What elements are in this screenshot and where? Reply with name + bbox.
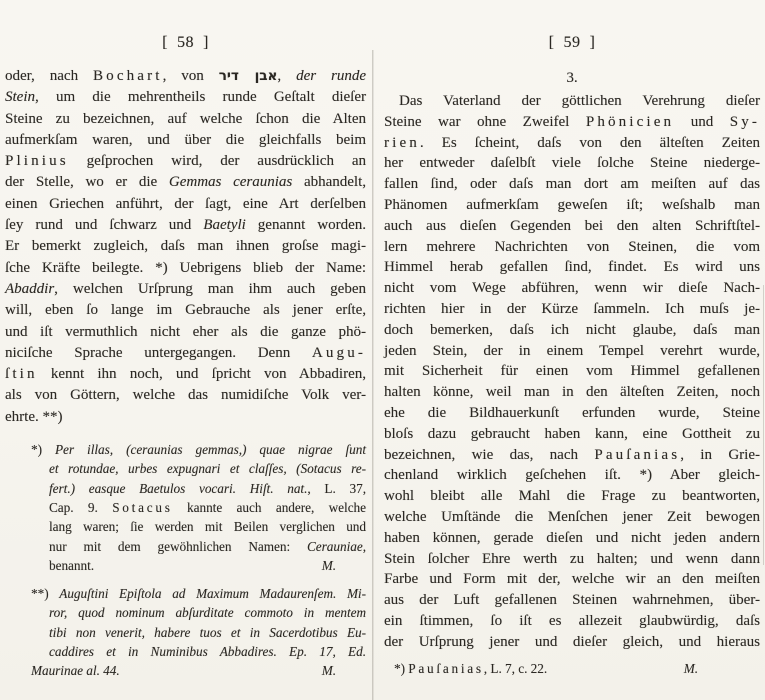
page-59-body-text [384,91,760,653]
text-run: haben können, gerade dieſen und nicht jeden andern [384,529,760,546]
text-line [384,486,760,507]
text-run: Steine war ohne Zweifel [384,113,586,130]
text-line [5,343,366,364]
italic-text: Baetyli [203,217,246,234]
footnote-signature: M. [683,660,698,676]
text-line [5,236,366,257]
text-run: bezeichnen, wie das, nach [384,446,595,463]
text-run: nicht vom Wege abführen, wenn wir dieſe Nach- [384,280,760,297]
text-run: , welchen Urſprung man ihm auch geben [54,280,366,297]
spaced-proper-name: Sotacus [112,499,173,515]
text-line [5,66,366,87]
text-run: und [674,113,730,130]
text-run: der Urſprung jener und dieſer gleich, und hieraus [384,633,760,650]
italic-text: Maurinae al. 44. [31,663,120,679]
italic-text: tibi non venerit, habere tuos et in Sacerdotibus Eu- [49,624,366,640]
text-line [384,507,760,528]
text-run: Himmel herab gefallen ſind, findet. Es wird uns [384,259,760,276]
text-run: genannt worden. [245,217,366,234]
italic-text: Gemmas ceraunias [168,174,293,191]
text-line [5,194,366,215]
text-run: , von [162,68,219,84]
text-run: und iſt vermuthlich nicht eher als die ganze phö- [5,323,366,340]
text-line [384,257,760,278]
text-line [384,216,760,237]
text-line [31,603,366,622]
footnote-signature: M. [321,557,336,573]
text-line [384,424,760,445]
text-line [31,661,366,680]
text-run: , um die mehrentheils runde Geſtalt dieſer [35,89,366,106]
text-line [31,584,366,603]
text-run: , L. 7, c. 22. [483,660,548,676]
italic-text: Cerauniae [307,538,363,554]
italic-text: der runde [296,68,367,84]
text-run: halten könne, weil man in den älteſten Zeiten, noch [384,384,760,401]
text-line [384,569,760,590]
text-run: bloſs dazu gebraucht haben kann, eine Gottheit zu [384,425,760,442]
text-run: kannte auch andere, welche [172,499,366,515]
page-number-59: [ 59 ] [548,34,596,51]
text-run: lern mehrere Nachrichten von Steinen, die vom [384,238,760,255]
italic-text: ror, quod nominum abſurditate commoto in mentem [49,605,366,621]
text-run: Stein ſolcher Ehre werth zu halten; und wenn dann [384,550,760,567]
text-run: aus der Luft gefallenen Steinen wahrnehmen, über- [384,592,760,609]
text-run: chenland wirklich geſchehen iſt. *) Aber gleich- [384,467,760,484]
text-run: , in Grie- [680,446,760,463]
text-line [384,528,760,549]
text-run: **) [31,586,60,602]
text-run: Er bemerkt zugleich, daſs man ihnen groſse magi- [5,238,366,255]
text-line [5,130,366,151]
text-line [5,87,366,108]
text-line [384,632,760,653]
text-line [384,278,760,299]
text-line [384,195,760,216]
text-run: her entweder daſelbſt viele ſolche Steine niederge- [384,155,760,172]
page-58 [0,0,366,681]
text-run: richten hier in der Kürze ſammeln. Ich muſs je- [384,300,760,317]
text-line [384,112,760,133]
text-run: , [277,68,297,84]
text-run: , [362,538,366,554]
text-run: ſche Kräfte beilegte. *) Uebrigens blieb der Name: [5,259,366,276]
italic-text: et rotundae, urbes expugnari et claſſes, (Sotacus re- [49,461,366,477]
text-run: der Stelle, wo er die [5,174,169,191]
text-line [384,590,760,611]
italic-text: Stein [5,89,35,106]
text-run: kennt ihn noch, und ſpricht von Abbadiren, [37,366,366,383]
page-59 [384,0,760,678]
text-run: jeden Stein, der in einem Tempel verehrt wurde, [384,342,760,359]
text-run: Steine zu bezeichnen, auf welche ſchon die Alten [5,110,366,127]
text-line [384,237,760,258]
text-line [384,445,760,466]
page-gutter-line [372,50,374,700]
spaced-proper-name: Augu- [311,344,366,361]
text-line [5,300,366,321]
page-number-58: [ 58 ] [162,34,209,51]
text-line [384,382,760,403]
text-line [384,299,760,320]
text-run: mit Sicherheit für einen vom Himmel gefallenen [384,363,760,380]
text-line [31,479,366,498]
footnote-signature: M. [321,663,336,679]
spaced-proper-name: rien [384,134,420,151]
text-line [31,642,366,661]
text-line [384,320,760,341]
italic-text: caddires et in Numinibus Abbadires. Ep. 17, Ed. [49,644,366,660]
text-run: auch aus dieſen Gegenden bei den alten Schriftſtel- [384,217,760,234]
footnote-star [31,440,366,575]
text-run: abhandelt, [292,174,367,191]
text-run: benannt. [49,557,95,573]
text-run: ſey rund und ſchwarz und [5,217,204,234]
text-line [31,459,366,478]
text-line [384,153,760,174]
spaced-proper-name: Sy- [729,113,761,130]
spaced-proper-name: Plinius [5,153,69,170]
text-line [31,517,366,536]
text-run: welche Umſtände die Menſchen jener Zeit bewogen [384,508,760,525]
spaced-proper-name: Pauſanias [594,446,681,463]
text-run: will, eben ſo lange im Gebrauche als jener erſte, [5,302,366,319]
italic-text: Abaddir [5,280,55,297]
text-run: ehrte. **) [5,408,63,425]
text-line [5,385,366,406]
footnote-double-star [31,584,366,680]
text-run: geſprochen wird, der ausdrücklich an [68,153,366,170]
text-line [384,361,760,382]
text-line [5,215,366,236]
italic-text: Per illas, (ceraunias gemmas,) quae nigrae ſunt [55,442,366,458]
text-run: wohl bleibt alle Mahl die Frage zu beantworten, [384,488,760,505]
text-run: niciſche Sprache untergegangen. Denn [5,344,312,361]
text-line [5,172,366,193]
spaced-proper-name: Phönicien [585,113,675,130]
text-line [384,403,760,424]
text-run: nur mit dem gewöhnlichen Namen: [49,538,308,554]
text-line [384,91,760,112]
text-line [5,322,366,343]
text-line [394,659,760,678]
text-run: Phänomen aufmerkſam geweſen iſt; weſshalb man [384,196,760,213]
text-line [31,440,366,459]
italic-text: fert.) easque Baetulos vocari. Hiſt. nat. [49,480,308,496]
text-line [31,537,366,556]
text-run: als von Göttern, welche das numidiſche Volk ver- [5,387,366,404]
spaced-proper-name: Pauſanias [408,660,484,676]
text-line [31,623,366,642]
text-line [384,611,760,632]
text-run: *) [394,660,409,676]
text-line [384,174,760,195]
text-line [31,556,366,575]
text-line [5,258,366,279]
page-58-body-text [5,66,366,428]
text-run: . Es ſcheint, daſs von den älteſten Zeiten [419,134,760,151]
text-run: fallen ſind, oder daſs man dort am meiſten auf das [384,176,760,193]
text-line [5,109,366,130]
spaced-proper-name: Bochart [93,68,163,84]
text-run: ehe die Bildhauerkunſt erfunden wurde, Steine [384,404,760,421]
text-run: einen Griechen anführt, der ſagt, eine Art derſelben [5,195,366,212]
text-run: ein ſtimmen, ſo iſt es allezeit glaubwürdig, daſs [384,612,760,629]
footnote-pausanias [394,659,760,678]
text-line [384,341,760,362]
text-line [5,151,366,172]
hebrew-phrase: אבן דיר [218,68,278,84]
text-run: Cap. 9. [49,499,113,515]
text-run: *) [31,442,55,458]
text-run: , L. 37, [307,480,366,496]
page-edge-line [763,285,764,565]
text-line [5,407,366,428]
text-line [384,465,760,486]
text-run: doch bemerken, daſs ich nicht glaube, daſs man [384,321,760,338]
spaced-proper-name: ſtin [5,366,38,383]
text-line [5,279,366,300]
text-run: lang waren; ſie werden mit Beilen verglichen und [49,519,366,535]
text-line [31,498,366,517]
text-run: oder, nach [5,68,94,84]
text-line [384,133,760,154]
text-run: aufmerkſam waren, und über die gleichfalls beim [5,131,366,148]
text-run: Farbe und Form mit der, welche wir an den meiſten [384,571,760,588]
text-run: Das Vaterland der göttlichen Verehrung dieſer [399,93,760,109]
italic-text: Auguſtini Epiſtola ad Maximum Madaurenſem. Mi- [59,586,366,602]
text-line [5,364,366,385]
text-line [384,549,760,570]
section-number: 3. [566,70,578,86]
